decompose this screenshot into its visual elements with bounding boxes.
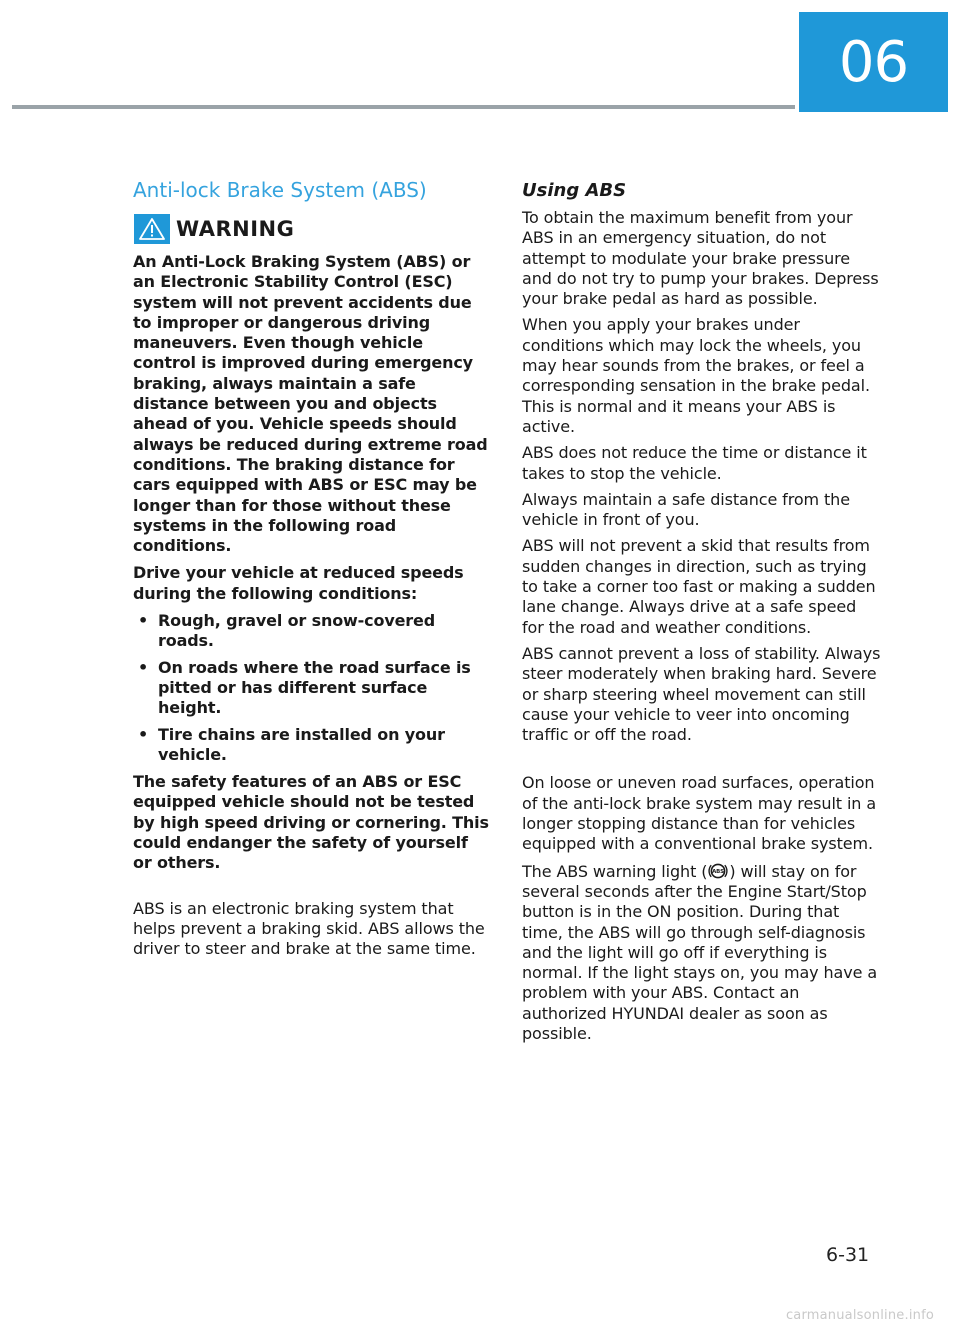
warning-paragraph: The safety features of an ABS or ESC equipped vehicle should not be tested by high speed driving or cornering. This could endanger the safety of yourself or others. — [133, 772, 489, 873]
abs-warning-light-icon — [708, 861, 728, 881]
abs-light-text-after: ) will stay on for several seconds after the Engine Start/Stop button is in the ON position. During that time, the ABS will go through self-diagnosis and the light will go off if everything is normal. If the light stays on, you may have a problem with your ABS. Contact an authorized HYUNDAI dealer as soon as possible. — [522, 861, 878, 1043]
list-item: • On roads where the road surface is pitted or has different surface height. — [133, 658, 489, 719]
warning-triangle-icon — [134, 214, 170, 244]
intro-paragraph: ABS is an electronic braking system that helps prevent a braking skid. ABS allows the driver to steer and brake at the same time. — [133, 898, 485, 959]
right-column — [522, 180, 882, 1050]
abs-light-text-before: The ABS warning light ( — [522, 861, 708, 881]
warning-conditions-list — [133, 611, 489, 765]
warning-paragraph: An Anti-Lock Braking System (ABS) or an Electronic Stability Control (ESC) system will not prevent accidents due to improper or dangerous driving maneuvers. Even though vehicle control is improved during emergency braking, always maintain a safe distance between you and objects ahead of you. Vehicle speeds should always be reduced during extreme road conditions. The braking distance for cars equipped with ABS or ESC may be longer than for those without these systems in the following road conditions. — [133, 252, 488, 556]
abs-light-paragraph — [522, 861, 882, 1045]
subsection-title: Using ABS — [522, 180, 627, 201]
page-number: 6-31 — [826, 1244, 870, 1266]
left-column — [133, 178, 489, 966]
body-paragraph: Always maintain a safe distance from the vehicle in front of you. — [522, 489, 850, 530]
body-paragraph: ABS will not prevent a skid that results from sudden changes in direction, such as trying to take a corner too fast or making a sudden lane change. Always drive at a safe speed for the road and weather conditions. — [522, 536, 876, 637]
section-title: Anti-lock Brake System (ABS) — [133, 178, 427, 202]
warning-header — [133, 214, 489, 244]
body-paragraph: ABS cannot prevent a loss of stability. Always steer moderately when braking hard. Severe or sharp steering wheel movement can still cause your vehicle to veer into oncoming traffic or off the road. — [522, 643, 881, 745]
body-paragraph: ABS does not reduce the time or distance it takes to stop the vehicle. — [522, 443, 867, 483]
body-paragraph: To obtain the maximum benefit from your ABS in an emergency situation, do not attempt to modulate your brake pressure and do not try to pump your brakes. Depress your brake pedal as hard as possible. — [522, 208, 879, 309]
abs-icon-label: ABS — [712, 868, 725, 875]
watermark: carmanualsonline.info — [785, 1308, 934, 1323]
chapter-tab: 06 — [799, 12, 948, 112]
body-paragraph: On loose or uneven road surfaces, operation of the anti-lock brake system may result in a longer stopping distance than for vehicles equipped with a conventional brake system. — [522, 773, 877, 854]
list-item: • Rough, gravel or snow-covered roads. — [133, 611, 489, 652]
list-item: • Tire chains are installed on your vehicle. — [133, 725, 489, 766]
body-paragraph: When you apply your brakes under conditions which may lock the wheels, you may hear sounds from the brakes, or feel a corresponding sensation in the brake pedal. This is normal and it means your ABS is active. — [522, 315, 870, 436]
warning-title: WARNING — [176, 217, 295, 241]
warning-paragraph: Drive your vehicle at reduced speeds during the following conditions: — [133, 563, 464, 603]
header-rule — [12, 105, 795, 109]
